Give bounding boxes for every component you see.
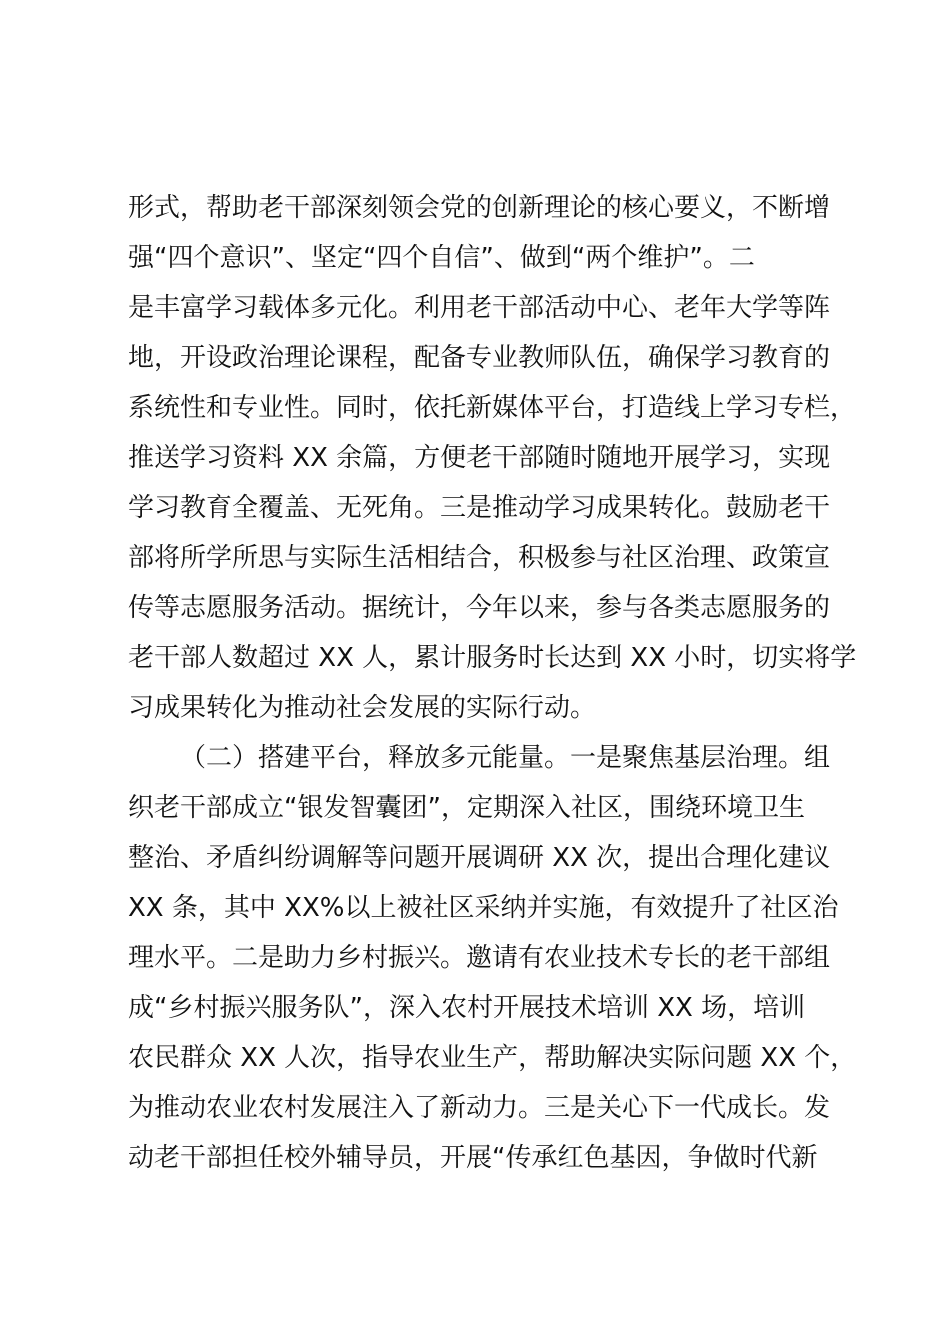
text-line-13: 织老干部成立“银发智囊团”，定期深入社区，围绕环境卫生 [128,793,805,823]
text-line-18: 农民群众 XX 人次，指导农业生产，帮助解决实际问题 XX 个， [128,1043,857,1073]
text-line-2: 强“四个意识”、坚定“四个自信”、做到“两个维护”。二 [128,243,755,273]
text-line-14: 整治、矛盾纠纷调解等问题开展调研 XX 次，提出合理化建议 [128,843,831,873]
text-line-7: 学习教育全覆盖、无死角。三是推动学习成果转化。鼓励老干 [128,493,831,523]
text-line-10: 老干部人数超过 XX 人，累计服务时长达到 XX 小时，切实将学 [128,643,857,673]
text-line-19: 为推动农业农村发展注入了新动力。三是关心下一代成长。发 [128,1093,831,1123]
text-line-20: 动老干部担任校外辅导员，开展“传承红色基因，争做时代新 [128,1143,818,1173]
text-line-15: XX 条，其中 XX%以上被社区采纳并实施，有效提升了社区治 [128,893,839,923]
document-body [128,183,857,1183]
text-line-17: 成“乡村振兴服务队”，深入农村开展技术培训 XX 场，培训 [128,993,806,1023]
text-line-6: 推送学习资料 XX 余篇，方便老干部随时随地开展学习，实现 [128,443,831,473]
text-line-5: 系统性和专业性。同时，依托新媒体平台，打造线上学习专栏， [128,393,857,423]
text-line-1: 形式，帮助老干部深刻领会党的创新理论的核心要义，不断增 [128,193,831,223]
text-line-4: 地，开设政治理论课程，配备专业教师队伍，确保学习教育的 [128,343,831,373]
text-line-8: 部将所学所思与实际生活相结合，积极参与社区治理、政策宣 [128,543,831,573]
section-heading-line: （二）搭建平台，释放多元能量。一是聚焦基层治理。组 [180,743,831,773]
text-line-16: 理水平。二是助力乡村振兴。邀请有农业技术专长的老干部组 [128,943,831,973]
text-line-11: 习成果转化为推动社会发展的实际行动。 [128,693,597,723]
text-line-3: 是丰富学习载体多元化。利用老干部活动中心、老年大学等阵 [128,293,831,323]
text-line-9: 传等志愿服务活动。据统计，今年以来，参与各类志愿服务的 [128,593,831,623]
